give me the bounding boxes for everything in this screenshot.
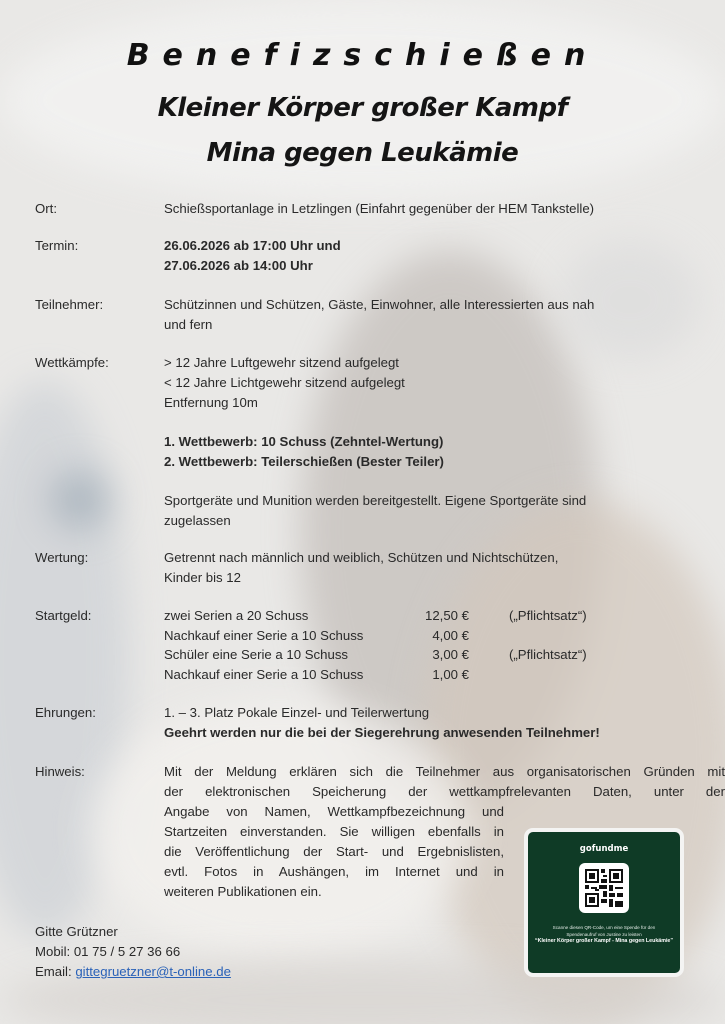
ehrungen-notice: Geehrt werden nur die bei der Siegerehrung anwesenden Teilnehmer!	[164, 725, 600, 740]
teilnehmer-line: Schützinnen und Schützen, Gäste, Einwohner, alle Interessierten aus nah	[164, 297, 595, 312]
contact-email-label: Email:	[35, 964, 76, 979]
gofundme-campaign-name: “Kleiner Körper großer Kampf - Mina gegen Leukämie”	[534, 938, 674, 944]
label-ort: Ort:	[35, 201, 57, 216]
label-teilnehmer: Teilnehmer:	[35, 297, 104, 312]
gofundme-text-line: Spendenaufruf von Justine zu leisten	[566, 932, 642, 937]
label-ehrungen: Ehrungen:	[35, 705, 96, 720]
fee-description: Nachkauf einer Serie a 10 Schuss	[164, 666, 364, 682]
contact-email-link[interactable]: gittegruetzner@t-online.de	[75, 964, 231, 979]
fee-price: 12,50 €	[425, 608, 469, 623]
gofundme-text-line: Scanne diesen QR-Code, um eine Spende für den	[552, 925, 656, 930]
label-startgeld: Startgeld:	[35, 608, 92, 623]
label-wertung: Wertung:	[35, 550, 89, 565]
label-wettkaempfe: Wettkämpfe:	[35, 355, 109, 370]
label-hinweis: Hinweis:	[35, 764, 85, 779]
hinweis-line: evtl. Fotos in Aushängen, im Internet und in	[164, 864, 504, 879]
hinweis-line: Mit der Meldung erklären sich die Teilnehmer aus organisatorischen Gründen mit	[164, 764, 725, 779]
wettbewerb-2: 2. Wettbewerb: Teilerschießen (Bester Teiler)	[164, 454, 444, 469]
termin-date-1: 26.06.2026 ab 17:00 Uhr und	[164, 238, 341, 253]
termin-date-2: 27.06.2026 ab 14:00 Uhr	[164, 258, 313, 273]
fee-price: 3,00 €	[432, 647, 469, 662]
subtitle-campaign: Mina gegen Leukämie	[206, 138, 519, 168]
wettkampf-line: Entfernung 10m	[164, 395, 258, 410]
wertung-line: Kinder bis 12	[164, 570, 241, 585]
gofundme-card	[528, 832, 680, 973]
ehrungen-line: 1. – 3. Platz Pokale Einzel- und Teilerwertung	[164, 705, 430, 720]
fee-description: Schüler eine Serie a 10 Schuss	[164, 647, 349, 662]
value-ort: Schießsportanlage in Letzlingen (Einfahrt gegenüber der HEM Tankstelle)	[164, 201, 595, 216]
contact-mobile: Mobil: 01 75 / 5 27 36 66	[35, 944, 181, 959]
wettbewerb-1: 1. Wettbewerb: 10 Schuss (Zehntel-Wertung)	[164, 434, 444, 449]
hinweis-line: Angabe von Namen, Wettkampfbezeichnung und	[164, 804, 504, 819]
fee-note: („Pflichtsatz“)	[509, 608, 587, 623]
fee-price: 4,00 €	[432, 627, 469, 643]
teilnehmer-line: und fern	[164, 317, 213, 332]
hinweis-line: Startzeiten einverstanden. Sie willigen ebenfalls in	[164, 824, 504, 839]
gofundme-logo: gofundme	[579, 844, 629, 854]
hinweis-line: die Veröffentlichung der Start- und Ergebnislisten,	[164, 844, 504, 859]
subtitle-slogan: Kleiner Körper großer Kampf	[157, 93, 568, 123]
page-title: Benefizschießen	[126, 38, 599, 73]
fee-note: („Pflichtsatz“)	[509, 647, 587, 662]
hinweis-line: der elektronischen Speicherung der wettkampfrelevanten Daten, unter der	[164, 784, 725, 799]
hinweis-line: weiteren Publikationen ein.	[164, 884, 322, 899]
qr-code-icon	[585, 869, 623, 907]
label-termin: Termin:	[35, 238, 79, 253]
wettkampf-line: < 12 Jahre Lichtgewehr sitzend aufgelegt	[164, 375, 405, 390]
qr-code[interactable]	[579, 863, 629, 913]
fee-description: Nachkauf einer Serie a 10 Schuss	[164, 627, 364, 643]
wettkampf-line: > 12 Jahre Luftgewehr sitzend aufgelegt	[164, 355, 399, 370]
contact-block	[35, 922, 231, 982]
fee-price: 1,00 €	[432, 666, 469, 682]
wertung-line: Getrennt nach männlich und weiblich, Schützen und Nichtschützen,	[164, 550, 559, 565]
equipment-line: Sportgeräte und Munition werden bereitgestellt. Eigene Sportgeräte sind	[164, 493, 587, 508]
fee-description: zwei Serien a 20 Schuss	[164, 608, 309, 623]
contact-name: Gitte Grützner	[35, 924, 118, 939]
equipment-line: zugelassen	[164, 513, 231, 528]
